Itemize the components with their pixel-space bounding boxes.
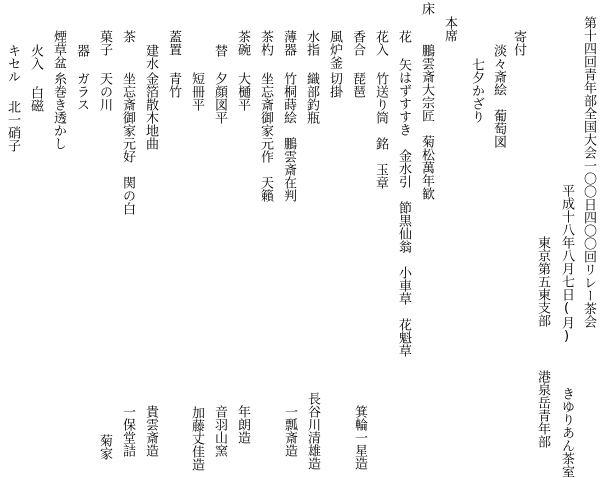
event-venue: きゆりあん茶室 — [559, 387, 574, 478]
kensui-maker: 貴雲斎造 — [143, 405, 158, 457]
event-organizer — [535, 236, 549, 448]
row-chawan-detail: 大樋平 — [235, 72, 250, 111]
row-futaoki-detail: 青竹 — [166, 72, 181, 98]
row-hanairi-label: 花入 — [373, 30, 388, 56]
row-kensui-detail: 金箔散木地曲 — [143, 72, 158, 150]
row-ki-label: 器 — [74, 44, 89, 57]
row-kae-detail2: 短冊平 — [189, 72, 204, 111]
row-kensui-label: 建水 — [143, 44, 158, 70]
row-mizusashi-label: 水指 — [304, 30, 319, 56]
organizer-group: 港泉岳青年部 — [535, 370, 550, 448]
organizer-branch: 東京第五東支部 — [535, 236, 550, 327]
toko-artist: 鵬雲斎大宗匠 — [419, 44, 434, 122]
cha-maker: 一保堂詰 — [120, 405, 135, 457]
event-date — [559, 184, 573, 478]
row-furo-label: 風炉釜 — [327, 30, 342, 69]
kashi-maker: 菊家 — [97, 434, 112, 460]
row-cha-label: 茶 — [120, 30, 135, 43]
tantan-label: 淡々斎絵 — [491, 44, 506, 96]
row-kogo-label: 香合 — [350, 30, 365, 56]
row-tabakobon-detail: 糸巻き透かし — [51, 72, 66, 150]
section-yoritsuki: 寄付 — [511, 30, 526, 56]
chawan-maker: 年朗造 — [235, 405, 250, 444]
row-hana-label: 花 — [396, 30, 411, 43]
kae2-maker: 加藤丈佳造 — [189, 406, 204, 471]
row-tanabata: 七夕かざり — [469, 58, 484, 123]
event-title: 第十四回青年部全国大会一〇〇日四〇〇回リレー茶会 — [581, 16, 596, 328]
row-tantan — [491, 44, 505, 148]
row-toko-detail — [419, 44, 433, 200]
row-chashaku-detail: 坐忘斎御家元作 天籟 — [258, 72, 273, 202]
row-kiseru-detail: 北一硝子 — [5, 100, 20, 152]
section-honseki: 本席 — [442, 16, 457, 42]
row-hiire-label: 火入 — [28, 44, 43, 70]
hana-maker: 一瓢斎造 — [282, 405, 297, 457]
row-cha-detail: 坐忘斎御家元好 関の白 — [120, 72, 135, 215]
row-kashi-label: 菓子 — [97, 30, 112, 56]
row-kae-detail: 夕顔図平 — [212, 72, 227, 124]
row-chashaku-label: 茶杓 — [258, 30, 273, 56]
row-chawan-label: 茶碗 — [235, 30, 250, 56]
toko-maker: 箕輪一星造 — [352, 405, 367, 470]
row-hiire-detail: 白磁 — [28, 86, 43, 112]
toko-title: 菊松萬年歓 — [419, 135, 434, 200]
row-ki-detail: ガラス — [74, 72, 89, 111]
row-kashi-detail: 天の川 — [97, 72, 112, 111]
row-mizusashi-detail: 織部釣瓶 — [304, 72, 319, 124]
row-usuki-detail: 竹桐蒔絵 鵬雲斎在判 — [281, 72, 296, 202]
row-toko-label: 床 — [419, 2, 434, 15]
furo-maker: 長谷川清雄造 — [305, 392, 320, 470]
row-kogo-detail: 琵琶 — [350, 72, 365, 98]
row-tabakobon-label: 煙草盆 — [51, 30, 66, 69]
row-futaoki-label: 蓋置 — [166, 30, 181, 56]
row-furo-detail: 切掛 — [327, 72, 342, 98]
tantan-name: 葡萄図 — [491, 109, 506, 148]
row-hana-detail: 矢はずすすき 金水引 節黒仙翁 小車草 花魁草 — [396, 58, 411, 357]
kae-maker: 音羽山窯 — [212, 405, 227, 457]
row-kiseru-label: キセル — [5, 44, 20, 83]
row-hanairi-detail: 竹送り筒 銘 玉章 — [373, 72, 388, 189]
row-kae-label: 替 — [212, 44, 227, 57]
event-date-text: 平成十八年八月七日(月) — [559, 184, 574, 344]
row-usuki-label: 薄器 — [281, 30, 296, 56]
